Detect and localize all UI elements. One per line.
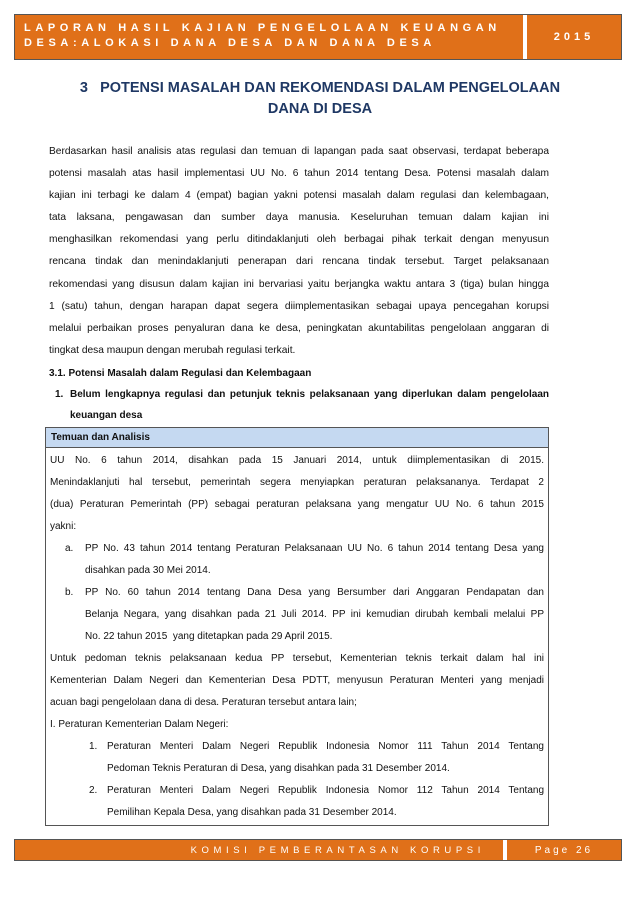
findings-box-heading: Temuan dan Analisis bbox=[46, 428, 548, 448]
header-title bbox=[15, 15, 523, 59]
intro-line: tata laksana, pengawasan dan sumber daya manusia. Keseluruhan temuan dalam kajian ini bbox=[49, 212, 549, 224]
footer-organization: KOMISI PEMBERANTASAN KORUPSI bbox=[15, 840, 503, 860]
list-marker-a: a. bbox=[65, 543, 74, 554]
box-text-line: yakni: bbox=[50, 521, 77, 532]
item-line1: Belum lengkapnya regulasi dan petunjuk teknis pelaksanaan yang diperlukan dalam pengelolaan bbox=[70, 389, 549, 400]
numbered-item bbox=[49, 384, 549, 426]
intro-paragraph bbox=[49, 141, 549, 362]
chapter-title-line1: 3 POTENSI MASALAH DAN REKOMENDASI DALAM PENGELOLAAN bbox=[79, 80, 561, 96]
findings-box bbox=[45, 427, 549, 826]
intro-line: kajian ini terbagi ke dalam 4 (empat) bagian yakni potensi masalah dalam regulasi dan kelembagaan, bbox=[49, 190, 549, 202]
list-item-b-line: Belanja Negara, yang disahkan pada 21 Juli 2014. PP ini kemudian dirubah kembali melalui PP bbox=[85, 609, 544, 620]
box-text-line: I. Peraturan Kementerian Dalam Negeri: bbox=[50, 719, 229, 730]
header-year: 2015 bbox=[523, 15, 621, 59]
footer-page-number: Page 26 bbox=[503, 840, 621, 860]
list-item-2-line: Pemilihan Kepala Desa, yang disahkan pada 31 Desember 2014. bbox=[107, 807, 397, 818]
list-marker-b: b. bbox=[65, 587, 74, 598]
box-text-line: Untuk pedoman teknis pelaksanaan kedua PP tersebut, Kementerian teknis terkait dalam hal ini bbox=[50, 653, 544, 664]
list-marker-2: 2. bbox=[89, 785, 98, 796]
intro-line: menghasilkan rekomendasi yang perlu ditindaklanjuti oleh berbagai pihak terkait dengan menyusun bbox=[49, 234, 549, 246]
list-marker-1: 1. bbox=[89, 741, 98, 752]
item-number: 1. bbox=[55, 389, 64, 400]
list-item-1-line: Pedoman Teknis Peraturan di Desa, yang disahkan pada 31 Desember 2014. bbox=[107, 763, 450, 774]
page-footer bbox=[14, 839, 622, 861]
page-header bbox=[14, 14, 622, 60]
list-item-b-line: PP No. 60 tahun 2014 tentang Dana Desa yang Bersumber dari Anggaran Pendapatan dan bbox=[85, 587, 544, 598]
box-text-line: Menindaklanjuti hal tersebut, pemerintah segera menyiapkan peraturan pelaksananya. Terdapat 2 bbox=[50, 477, 544, 488]
intro-line: rekomendasi yang disusun dalam kajian ini bervariasi yaitu berjangka waktu antara 3 (tiga) bulan hingga bbox=[49, 278, 549, 290]
intro-line: Berdasarkan hasil analisis atas regulasi dan temuan di lapangan pada saat observasi, terdapat beberapa bbox=[49, 146, 549, 157]
box-text-line: acuan bagi pengelolaan dana di desa. Peraturan tersebut antara lain; bbox=[50, 697, 357, 708]
intro-line: melalui perbaikan proses penyaluran dana ke desa, peningkatan akuntabilitas pengelolaan anggaran di bbox=[49, 322, 549, 334]
box-text-line: (dua) Peraturan Pemerintah (PP) sebagai peraturan pelaksana yang mengatur UU No. 6 tahun 2015 bbox=[50, 499, 544, 510]
intro-line: rencana tindak dan menindaklanjuti penerapan dari rencana tindak tersebut. Target pelaksanaan bbox=[49, 256, 549, 268]
intro-line: tingkat desa maupun dengan merubah regulasi terkait. bbox=[49, 344, 296, 356]
box-text-line: UU No. 6 tahun 2014, disahkan pada 15 Januari 2014, untuk diimplementasikan di 2015. bbox=[50, 455, 544, 466]
intro-line: potensi masalah atas hasil implementasi UU No. 6 tahun 2014 tentang Desa. Potensi masalah dalam bbox=[49, 168, 549, 180]
list-item-b-line: No. 22 tahun 2015 yang ditetapkan pada 29 April 2015. bbox=[85, 631, 333, 642]
list-item-a-line: PP No. 43 tahun 2014 tentang Peraturan Pelaksanaan UU No. 6 tahun 2014 tentang Desa yang bbox=[85, 543, 544, 554]
intro-line: 1 (satu) tahun, dengan harapan dapat segera diimplementasikan sebagai upaya pencegahan korupsi bbox=[49, 300, 549, 312]
chapter-title-line2: DANA DI DESA bbox=[267, 101, 373, 117]
box-text-line: Kementerian Dalam Negeri dan Kementerian Desa PDTT, menyusun Peraturan Menteri yang menjadi bbox=[50, 675, 544, 686]
header-title-line1: LAPORAN HASIL KAJIAN PENGELOLAAN KEUANGAN bbox=[24, 22, 501, 34]
header-title-line2: DESA:ALOKASI DANA DESA DAN DANA DESA bbox=[24, 37, 436, 49]
section-title: 3.1. Potensi Masalah dalam Regulasi dan Kelembagaan bbox=[49, 368, 312, 379]
chapter-title bbox=[40, 78, 600, 120]
list-item-1-line: Peraturan Menteri Dalam Negeri Republik Indonesia Nomor 111 Tahun 2014 Tentang bbox=[107, 741, 544, 752]
list-item-2-line: Peraturan Menteri Dalam Negeri Republik Indonesia Nomor 112 Tahun 2014 Tentang bbox=[107, 785, 544, 796]
item-line2: keuangan desa bbox=[70, 410, 143, 421]
list-item-a-line: disahkan pada 30 Mei 2014. bbox=[85, 565, 211, 576]
